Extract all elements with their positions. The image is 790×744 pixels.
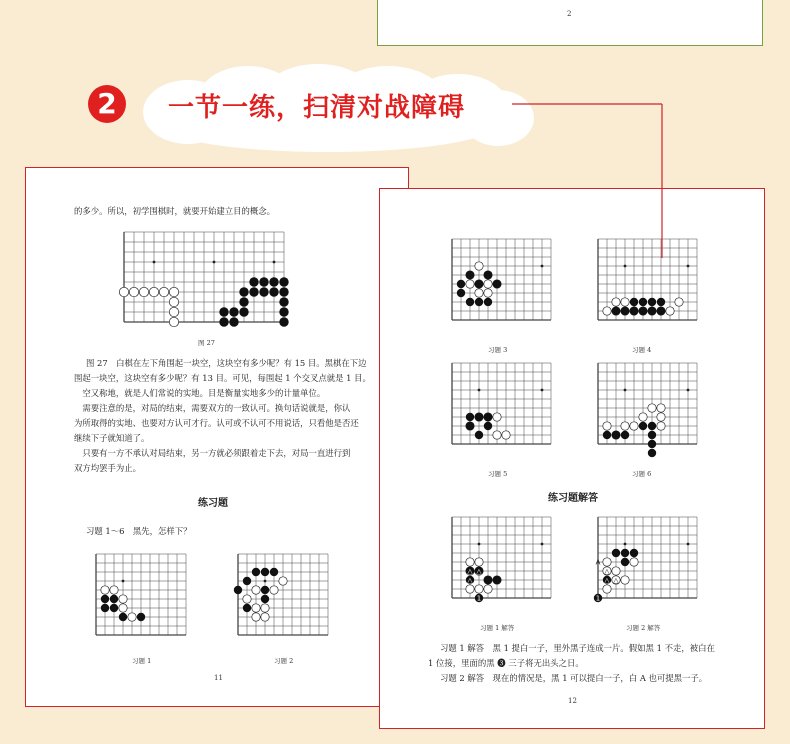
star-point [478, 389, 481, 392]
white-stone [657, 404, 665, 412]
white-stone [128, 613, 136, 621]
black-stone [249, 277, 258, 286]
black-stone [101, 595, 109, 603]
star-point [122, 580, 125, 583]
black-stone [279, 317, 288, 326]
answer-text: 1 位接，里面的黑 ❸ 三子将无出头之日。 [428, 658, 584, 668]
page-number: 11 [214, 674, 223, 682]
black-stone [493, 280, 501, 288]
answers-heading: 练习题解答 [548, 493, 598, 504]
black-stone [279, 297, 288, 306]
white-stone [139, 287, 148, 296]
white-stone [149, 287, 158, 296]
exercise-6-board [596, 361, 700, 457]
white-stone [243, 595, 251, 603]
white-stone [675, 298, 683, 306]
black-stone [243, 604, 251, 612]
page-11 [25, 167, 409, 707]
white-stone [261, 613, 269, 621]
white-stone [484, 289, 492, 297]
paragraph-line: 图 27 白棋在左下角围起一块空，这块空有多少呢？有 15 目。黑棋在下边 [86, 358, 367, 368]
exercise-1-board [92, 550, 192, 638]
black-stone [630, 298, 638, 306]
black-stone [101, 604, 109, 612]
black-stone [621, 558, 629, 566]
stone-mark: 1 [476, 594, 482, 603]
black-stone [484, 271, 492, 279]
white-stone [252, 586, 260, 594]
black-stone [259, 277, 268, 286]
black-stone [612, 431, 620, 439]
black-stone [475, 431, 483, 439]
answer-1-board [450, 515, 554, 611]
black-stone [493, 576, 501, 584]
point-label: A [595, 558, 601, 567]
black-stone [457, 289, 465, 297]
black-stone [110, 595, 118, 603]
white-stone [493, 413, 501, 421]
white-stone [603, 585, 611, 593]
white-stone [169, 287, 178, 296]
figure-27-board [118, 228, 288, 330]
white-stone [119, 287, 128, 296]
black-stone [252, 568, 260, 576]
exercise-caption: 习题 3 [488, 346, 508, 354]
previous-page [377, 0, 763, 46]
figure-caption: 图 27 [198, 339, 215, 347]
black-stone [648, 298, 656, 306]
exercise-prompt: 习题 1～6 黑先，怎样下？ [86, 526, 192, 536]
paragraph-line: 继续下子就知道了。 [74, 433, 150, 443]
white-stone [252, 613, 260, 621]
section-title: 一节一练，扫清对战障碍 [168, 93, 466, 123]
answer-2-board [596, 515, 700, 611]
black-stone [239, 287, 248, 296]
paragraph-line: 只要有一方不承认对局结束，另一方就必须跟着走下去，对局一直进行到 [74, 448, 351, 458]
black-stone [269, 277, 278, 286]
white-stone [630, 558, 638, 566]
white-stone [603, 307, 611, 315]
black-stone [119, 613, 127, 621]
paragraph-line: 空又称地，就是人们常说的实地。目是衡量实地多少的计量单位。 [74, 388, 326, 398]
black-stone [261, 586, 269, 594]
answer-text: 习题 2 解答 现在的情况是，黑 1 可以提白一子，白 A 也可提黑一子。 [440, 673, 708, 683]
black-stone [279, 287, 288, 296]
white-stone [119, 604, 127, 612]
black-stone [466, 271, 474, 279]
black-stone [612, 307, 620, 315]
paragraph-line: 双方均罢手为止。 [74, 463, 141, 473]
star-point [273, 261, 276, 264]
black-stone [270, 568, 278, 576]
exercise-caption: 习题 1 [132, 657, 152, 665]
black-stone [234, 586, 242, 594]
black-stone [279, 307, 288, 316]
white-stone [129, 287, 138, 296]
white-stone [621, 298, 629, 306]
exercise-caption: 习题 6 [632, 470, 652, 478]
white-stone [639, 413, 647, 421]
black-stone [639, 307, 647, 315]
star-point [153, 261, 156, 264]
white-stone [621, 576, 629, 584]
black-stone [639, 422, 647, 430]
white-stone [101, 586, 109, 594]
black-stone [484, 576, 492, 584]
star-point [541, 543, 544, 546]
white-stone [603, 558, 611, 566]
star-point [624, 543, 627, 546]
black-stone [484, 298, 492, 306]
stone-mark: △ [476, 567, 482, 576]
exercise-4-board [596, 237, 700, 333]
stone-mark: △ [467, 567, 473, 576]
black-stone [229, 317, 238, 326]
stone-mark: 1 [595, 594, 601, 603]
black-stone [630, 549, 638, 557]
white-stone [159, 287, 168, 296]
white-stone [475, 262, 483, 270]
black-stone [466, 413, 474, 421]
star-point [213, 261, 216, 264]
black-stone [648, 422, 656, 430]
black-stone [249, 287, 258, 296]
white-stone [621, 422, 629, 430]
black-stone [648, 307, 656, 315]
black-stone [466, 422, 474, 430]
star-point [478, 543, 481, 546]
black-stone [630, 307, 638, 315]
exercise-caption: 习题 5 [488, 470, 508, 478]
white-stone [270, 586, 278, 594]
black-stone [621, 431, 629, 439]
black-stone [648, 449, 656, 457]
star-point [624, 265, 627, 268]
black-stone [239, 297, 248, 306]
black-stone [648, 440, 656, 448]
white-stone [612, 567, 620, 575]
white-stone [169, 317, 178, 326]
white-stone [603, 422, 611, 430]
point-label: △ [613, 576, 619, 585]
black-stone [639, 298, 647, 306]
black-stone [475, 413, 483, 421]
exercise-2-board [234, 550, 334, 638]
white-stone [493, 431, 501, 439]
white-stone [657, 413, 665, 421]
stone-mark: △ [467, 576, 473, 585]
white-stone [612, 298, 620, 306]
black-stone [621, 307, 629, 315]
black-stone [621, 549, 629, 557]
black-stone [457, 280, 465, 288]
white-stone [630, 422, 638, 430]
paragraph-line: 围起一块空，这块空有多少呢？有 13 目。可见，每围起 1 个交叉点就是 1 目。 [74, 373, 371, 383]
black-stone [110, 604, 118, 612]
black-stone [261, 568, 269, 576]
page-number: 12 [568, 697, 577, 705]
white-stone [484, 280, 492, 288]
exercise-3-board [450, 237, 554, 333]
white-stone [657, 422, 665, 430]
black-stone [484, 413, 492, 421]
exercise-caption: 习题 4 [632, 346, 652, 354]
star-point [541, 265, 544, 268]
white-stone [484, 585, 492, 593]
point-label: △ [604, 567, 610, 576]
black-stone [484, 422, 492, 430]
white-stone [119, 595, 127, 603]
white-stone [110, 586, 118, 594]
page-12 [379, 188, 765, 729]
white-stone [466, 558, 474, 566]
white-stone [169, 297, 178, 306]
white-stone [261, 604, 269, 612]
black-stone [269, 287, 278, 296]
answer-caption: 习题 1 解答 [480, 624, 515, 632]
exercise-5-board [450, 361, 554, 457]
paragraph-line: 为所取得的实地、也要对方认可才行。认可或不认可不用说话，只看他是否还 [74, 418, 359, 428]
white-stone [475, 558, 483, 566]
white-stone [475, 289, 483, 297]
section-badge: 2 [88, 85, 126, 123]
white-stone [475, 585, 483, 593]
black-stone [612, 549, 620, 557]
answer-caption: 习题 2 解答 [626, 624, 661, 632]
black-stone [279, 277, 288, 286]
black-stone [657, 307, 665, 315]
answer-text: 习题 1 解答 黑 1 提白一子，里外黑子连成一片。假如黑 1 不走，被白在 [440, 643, 715, 653]
star-point [687, 265, 690, 268]
white-stone [169, 307, 178, 316]
black-stone [648, 431, 656, 439]
page-number: 2 [567, 10, 572, 18]
white-stone [648, 404, 656, 412]
black-stone [219, 307, 228, 316]
black-stone [239, 307, 248, 316]
white-stone [666, 307, 674, 315]
black-stone [229, 307, 238, 316]
black-stone [243, 577, 251, 585]
star-point [541, 389, 544, 392]
white-stone [252, 604, 260, 612]
intro-text: 的多少。所以，初学围棋时，就要开始建立目的概念。 [74, 206, 275, 216]
black-stone [603, 431, 611, 439]
white-stone [466, 585, 474, 593]
paragraph-line: 需要注意的是，对局的结束，需要双方的一致认可。换句话说就是，你认 [74, 403, 351, 413]
black-stone [475, 280, 483, 288]
stone-mark: △ [604, 576, 610, 585]
star-point [687, 543, 690, 546]
exercise-heading: 练习题 [198, 498, 228, 509]
black-stone [137, 613, 145, 621]
black-stone [261, 595, 269, 603]
star-point [687, 389, 690, 392]
black-stone [466, 298, 474, 306]
white-stone [502, 431, 510, 439]
black-stone [475, 298, 483, 306]
star-point [624, 389, 627, 392]
black-stone [259, 287, 268, 296]
white-stone [466, 280, 474, 288]
star-point [264, 580, 267, 583]
black-stone [657, 298, 665, 306]
exercise-caption: 习题 2 [274, 657, 294, 665]
white-stone [279, 577, 287, 585]
black-stone [219, 317, 228, 326]
